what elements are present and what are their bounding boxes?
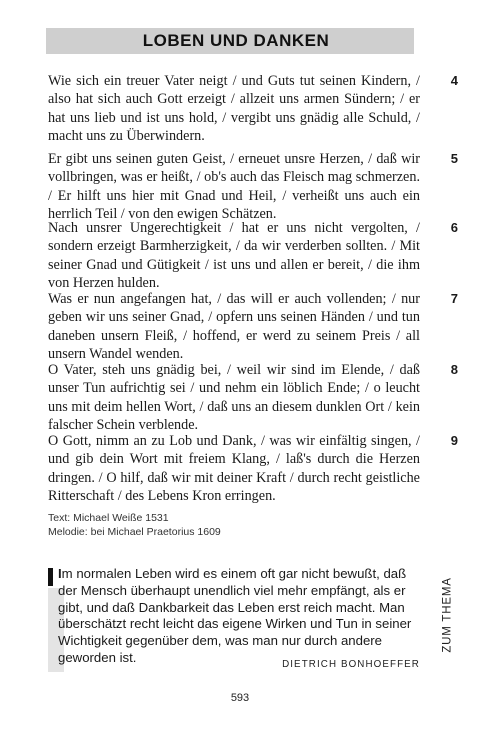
verse-6-number: 6 <box>450 220 458 235</box>
page-number: 593 <box>230 692 250 704</box>
thema-dropcap: I <box>58 566 62 581</box>
verse-9-number: 9 <box>450 433 458 448</box>
verse-9-text: O Gott, nimm an zu Lob und Dank, / was wir einfältig singen, / und gib dein Wort mit freiem Klang, / laß's durch die Herzen dringen. / O hilf, daß wir mit deiner Kraft / durch recht geistliche Ritterschaft / des Lebens Kron erringen. <box>48 433 420 504</box>
melody-credit: Melodie: bei Michael Praetorius 1609 <box>48 526 221 538</box>
verse-4-text: Wie sich ein treuer Vater neigt / und Guts tut seinen Kindern, / also hat sich auch Gott erzeigt / allzeit uns armen Sündern; / er hat uns lieb und ist uns hold, / vergibt uns gnädig alle Schuld, / macht uns zu Überwindern. <box>48 73 420 144</box>
text-credit: Text: Michael Weiße 1531 <box>48 512 169 524</box>
quote-author: DIETRICH BONHOEFFER <box>282 659 420 670</box>
verse-4-number: 4 <box>450 73 458 88</box>
side-label-container <box>436 556 460 674</box>
verse-8-number: 8 <box>450 362 458 377</box>
verse-8-text: O Vater, steh uns gnädig bei, / weil wir sind im Elende, / daß unser Tun aufrichtig sei / und nehm ein löblich Ende; / o leucht uns mit deim hellen Wort, / daß uns an diesem dunklen Ort / kein falscher Schein verblende. <box>48 362 420 433</box>
verse-5-text: Er gibt uns seinen guten Geist, / erneuet unsre Herzen, / daß wir vollbringen, was er heißt, / ob's auch das Fleisch mag schmerzen. / Er hilft uns hier mit Gnad und Heil, / verheißt uns auch ein herrlich Teil / von den ewigen Schätzen. <box>48 151 420 222</box>
verse-6-text: Nach unsrer Ungerechtigkeit / hat er uns nicht vergolten, / sondern erzeigt Barmherzigkeit, / da wir verderben sollten. / Mit seiner Gnad und Gütigkeit / ist uns und allen er bereit, / die ihm von Herzen hulden. <box>48 220 420 291</box>
side-label-zum-thema: ZUM THEMA <box>442 577 455 653</box>
thema-dropcap-rule <box>48 568 53 586</box>
page-title: LOBEN UND DANKEN <box>142 31 330 50</box>
verse-7-number: 7 <box>450 291 458 306</box>
verse-7-text: Was er nun angefangen hat, / das will er auch vollenden; / nur geben wir uns seiner Gnad, / opfern uns seinen Händen / und tun daneben unsern Fleiß, / hoffend, er werd zu seinem Preis / all unsern Wandel wenden. <box>48 291 420 362</box>
thema-quote <box>58 566 412 667</box>
hymn-credits <box>48 511 221 539</box>
verse-5-number: 5 <box>450 151 458 166</box>
thema-quote-body: m normalen Leben wird es einem oft gar nicht bewußt, daß der Mensch überhaupt unendlich viel mehr empfängt, als er gibt, und daß Dankbarkeit das Leben erst reich macht. Man überschätzt recht leicht das eigene Wirken und Tun in seiner Wichtigkeit gegenüber dem, was man nur durch andere geworden ist. <box>58 566 412 665</box>
